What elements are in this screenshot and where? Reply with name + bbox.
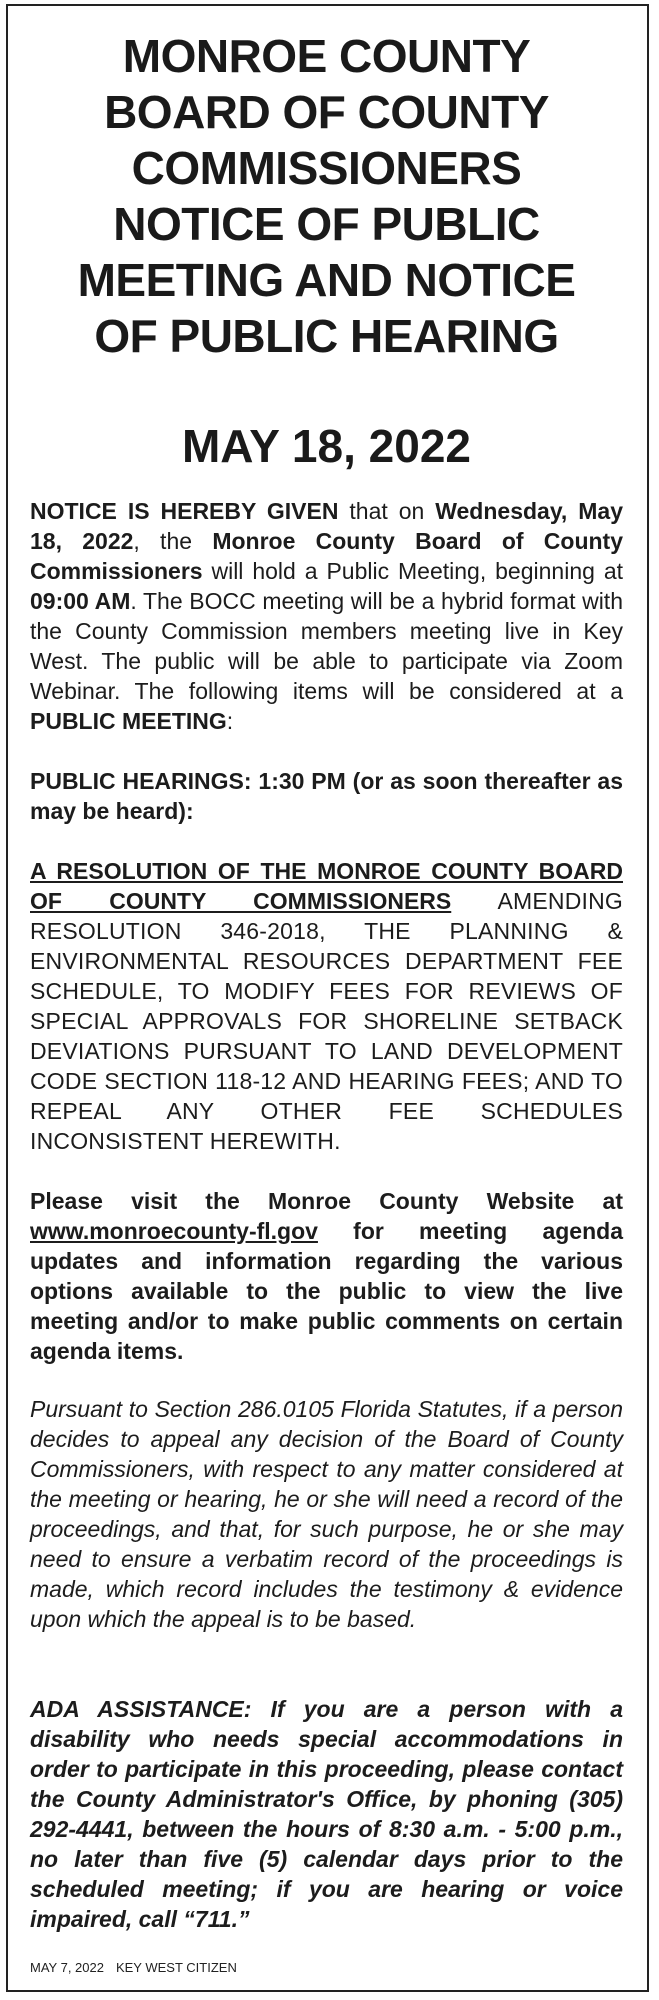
resolution-paragraph <box>30 856 623 1156</box>
public-meeting-label: PUBLIC MEETING <box>30 708 227 734</box>
ada-assistance-paragraph: ADA ASSISTANCE: If you are a person with a disability who needs special accommodations in order to participate in this proceeding, please contact the County Administrator's Office, by phoning (305) 292-4441, between the hours of 8:30 a.m. - 5:00 p.m., no later than five (5) calendar days prior to the scheduled meeting; if you are hearing or voice impaired, call “711.” <box>30 1696 623 1932</box>
intro-text: , the <box>133 528 213 554</box>
board-name: Monroe County Board of County Commissioners <box>30 528 623 584</box>
county-website-link[interactable]: www.monroecounty-fl.gov <box>30 1218 318 1244</box>
appeal-paragraph: Pursuant to Section 286.0105 Florida Statutes, if a person decides to appeal any decision of the Board of County Commissioners, with respect to any matter considered at the meeting or hearing, he or she will need a record of the proceedings, and that, for such purpose, he or she may need to ensure a verbatim record of the proceedings is made, which record includes the testimony & evidence upon which the appeal is to be based. <box>30 1396 623 1632</box>
intro-text: that on <box>338 498 436 524</box>
meeting-date: MAY 18, 2022 <box>181 420 471 472</box>
title-line: MONROE COUNTY <box>122 30 531 82</box>
title-line: MEETING AND NOTICE <box>77 254 576 306</box>
resolution-body: AMENDING RESOLUTION 346-2018, THE PLANNING & ENVIRONMENTAL RESOURCES DEPARTMENT FEE SCHEDULE, TO MODIFY FEES FOR REVIEWS OF SPECIAL APPROVALS FOR SHORELINE SETBACK DEVIATIONS PURSUANT TO LAND DEVELOPMENT CODE SECTION 118-12 AND HEARING FEES; AND TO REPEAL ANY OTHER FEE SCHEDULES INCONSISTENT HEREWITH. <box>30 888 623 1154</box>
public-hearings-heading: PUBLIC HEARINGS: 1:30 PM (or as soon thereafter as may be heard): <box>30 768 623 824</box>
intro-text: will hold a Public Meeting, beginning at <box>202 558 623 584</box>
intro-text: : <box>226 708 234 734</box>
publication-name: KEY WEST CITIZEN <box>115 1960 237 1975</box>
publication-date: MAY 7, 2022 <box>30 1960 104 1975</box>
resolution-title: A RESOLUTION OF THE MONROE COUNTY BOARD OF COUNTY COMMISSIONERS <box>30 858 623 914</box>
intro-text: . The BOCC meeting will be a hybrid format with the County Commission members meeting live in Key West. The public will be able to participate via Zoom Webinar. The following items will be considered at a <box>30 588 623 704</box>
title-line: COMMISSIONERS <box>131 142 522 194</box>
notice-title <box>30 28 623 364</box>
notice-lead: NOTICE IS HEREBY GIVEN <box>30 498 339 524</box>
meeting-time: 09:00 AM <box>30 588 131 614</box>
website-text: Please visit the Monroe County Website at <box>30 1188 623 1214</box>
intro-paragraph <box>30 496 623 736</box>
publication-footer <box>30 1960 249 1975</box>
website-paragraph <box>30 1186 623 1366</box>
title-line: NOTICE OF PUBLIC <box>113 198 540 250</box>
title-line: BOARD OF COUNTY <box>104 86 549 138</box>
title-line: OF PUBLIC HEARING <box>94 310 559 362</box>
website-text: for meeting agenda updates and information regarding the various options available to the public to view the live meeting and/or to make public comments on certain agenda items. <box>30 1218 623 1364</box>
meeting-weekday-date: Wednesday, May 18, 2022 <box>30 498 623 554</box>
